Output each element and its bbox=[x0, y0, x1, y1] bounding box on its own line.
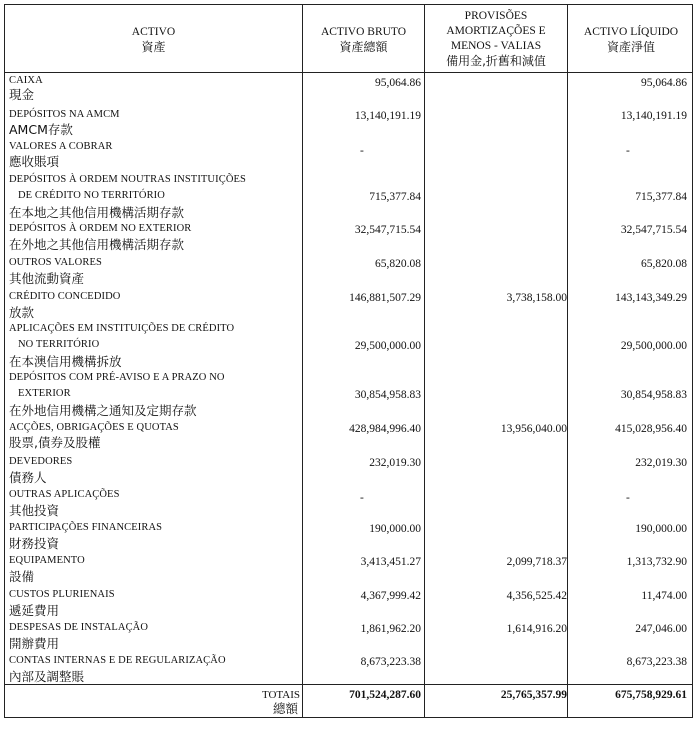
total-bruto: 701,524,287.60 bbox=[349, 689, 421, 701]
row-label-zh: 應收賬項 bbox=[9, 154, 60, 169]
header-provisoes-pt1: PROVISÕES bbox=[464, 10, 528, 22]
value-bruto: 13,140,191.19 bbox=[354, 110, 421, 122]
value-provisoes: 3,738,158.00 bbox=[506, 292, 567, 304]
row-label-zh: 在外地信用機構之通知及定期存款 bbox=[9, 403, 197, 418]
value-liquido: 247,046.00 bbox=[635, 623, 687, 635]
row-label-pt: DEPÓSITOS À ORDEM NO EXTERIOR bbox=[9, 223, 192, 234]
value-liquido: 32,547,715.54 bbox=[620, 224, 687, 236]
value-bruto: 715,377.84 bbox=[369, 191, 421, 203]
value-bruto: 30,854,958.83 bbox=[354, 389, 421, 401]
header-liquido-zh: 資產淨值 bbox=[606, 40, 655, 54]
row-label-pt: OUTRAS APLICAÇÕES bbox=[9, 489, 120, 500]
row-label-zh: 債務人 bbox=[9, 470, 47, 485]
header-activo bbox=[5, 25, 302, 55]
value-bruto: 232,019.30 bbox=[369, 457, 421, 469]
value-provisoes: 2,099,718.37 bbox=[506, 556, 567, 568]
row-label-zh: 其他流動資產 bbox=[9, 271, 85, 286]
row-label-zh: 現金 bbox=[9, 87, 35, 102]
row-label-pt: EQUIPAMENTO bbox=[9, 555, 85, 566]
value-bruto: 32,547,715.54 bbox=[354, 224, 421, 236]
value-liquido: 13,140,191.19 bbox=[620, 110, 687, 122]
header-provisoes bbox=[425, 9, 567, 69]
value-bruto: 190,000.00 bbox=[369, 523, 421, 535]
value-liquido: 1,313,732.90 bbox=[626, 556, 687, 568]
value-bruto: 1,861,962.20 bbox=[360, 623, 421, 635]
total-liquido: 675,758,929.61 bbox=[615, 689, 687, 701]
header-activo-pt: ACTIVO bbox=[131, 26, 176, 38]
header-bruto bbox=[303, 25, 424, 55]
row-label-pt: DEPÓSITOS COM PRÉ-AVISO E A PRAZO NO bbox=[9, 372, 225, 383]
column-divider bbox=[567, 5, 568, 717]
row-label-pt-cont: EXTERIOR bbox=[18, 388, 71, 399]
value-liquido: 143,143,349.29 bbox=[615, 292, 687, 304]
value-provisoes: 4,356,525.42 bbox=[506, 590, 567, 602]
value-liquido: 65,820.08 bbox=[641, 258, 687, 270]
row-label-zh: 在本地之其他信用機構活期存款 bbox=[9, 205, 185, 220]
column-divider bbox=[424, 5, 425, 717]
value-liquido: 715,377.84 bbox=[635, 191, 687, 203]
balance-sheet-table bbox=[4, 4, 693, 718]
row-label-pt: CAIXA bbox=[9, 75, 43, 86]
value-bruto: - bbox=[360, 145, 364, 157]
row-label-zh: AMCM存款 bbox=[9, 122, 73, 137]
header-liquido-pt: ACTIVO LÍQUIDO bbox=[583, 26, 679, 38]
row-label-zh: 內部及調整賬 bbox=[9, 669, 85, 684]
row-label-pt: APLICAÇÕES EM INSTITUIÇÕES DE CRÉDITO bbox=[9, 323, 235, 334]
totals-label-zh: 總額 bbox=[272, 701, 298, 716]
header-provisoes-zh: 備用金,折舊和減值 bbox=[446, 54, 546, 68]
row-label-zh: 其他投資 bbox=[9, 503, 60, 518]
totals-divider bbox=[5, 684, 692, 685]
header-activo-zh: 資產 bbox=[141, 40, 166, 54]
value-provisoes: 13,956,040.00 bbox=[500, 423, 567, 435]
row-label-pt: CRÉDITO CONCEDIDO bbox=[9, 291, 121, 302]
value-bruto: 4,367,999.42 bbox=[360, 590, 421, 602]
value-liquido: 232,019.30 bbox=[635, 457, 687, 469]
row-label-pt-cont: DE CRÉDITO NO TERRITÓRIO bbox=[18, 190, 165, 201]
column-divider bbox=[302, 5, 303, 717]
value-bruto: - bbox=[360, 492, 364, 504]
row-label-pt: CONTAS INTERNAS E DE REGULARIZAÇÃO bbox=[9, 655, 226, 666]
row-label-zh: 股票,債券及股權 bbox=[9, 435, 101, 450]
row-label-pt: VALORES A COBRAR bbox=[9, 141, 113, 152]
row-label-pt: OUTROS VALORES bbox=[9, 257, 102, 268]
value-bruto: 428,984,996.40 bbox=[349, 423, 421, 435]
value-bruto: 95,064.86 bbox=[375, 77, 421, 89]
value-bruto: 8,673,223.38 bbox=[360, 656, 421, 668]
header-liquido bbox=[568, 25, 694, 55]
value-liquido: 95,064.86 bbox=[641, 77, 687, 89]
value-liquido: 30,854,958.83 bbox=[620, 389, 687, 401]
row-label-zh: 放款 bbox=[9, 305, 35, 320]
row-label-pt: DEVEDORES bbox=[9, 456, 73, 467]
row-label-zh: 在本澳信用機構拆放 bbox=[9, 354, 122, 369]
header-bruto-pt: ACTIVO BRUTO bbox=[320, 26, 407, 38]
value-bruto: 3,413,451.27 bbox=[360, 556, 421, 568]
value-bruto: 65,820.08 bbox=[375, 258, 421, 270]
row-label-pt: DEPÓSITOS À ORDEM NOUTRAS INSTITUIÇÕES bbox=[9, 174, 246, 185]
header-provisoes-pt3: MENOS - VALIAS bbox=[450, 40, 542, 52]
value-liquido: - bbox=[626, 145, 630, 157]
row-label-zh: 遞延費用 bbox=[9, 603, 60, 618]
totals-label-pt: TOTAIS bbox=[261, 689, 300, 701]
value-liquido: 8,673,223.38 bbox=[626, 656, 687, 668]
row-label-pt: CUSTOS PLURIENAIS bbox=[9, 589, 115, 600]
header-divider bbox=[5, 72, 692, 73]
value-liquido: 415,028,956.40 bbox=[615, 423, 687, 435]
row-label-zh: 設備 bbox=[9, 569, 35, 584]
row-label-zh: 在外地之其他信用機構活期存款 bbox=[9, 237, 185, 252]
value-liquido: 190,000.00 bbox=[635, 523, 687, 535]
row-label-pt-cont: NO TERRITÓRIO bbox=[18, 339, 100, 350]
value-liquido: 11,474.00 bbox=[641, 590, 687, 602]
value-provisoes: 1,614,916.20 bbox=[506, 623, 567, 635]
row-label-pt: PARTICIPAÇÕES FINANCEIRAS bbox=[9, 522, 163, 533]
row-label-zh: 財務投資 bbox=[9, 536, 60, 551]
row-label-pt: DEPÓSITOS NA AMCM bbox=[9, 109, 120, 120]
value-bruto: 29,500,000.00 bbox=[354, 340, 421, 352]
header-provisoes-pt2: AMORTIZAÇÕES E bbox=[446, 25, 546, 37]
row-label-pt: ACÇÕES, OBRIGAÇÕES E QUOTAS bbox=[9, 422, 179, 433]
row-label-pt: DESPESAS DE INSTALAÇÃO bbox=[9, 622, 149, 633]
value-liquido: - bbox=[626, 492, 630, 504]
value-liquido: 29,500,000.00 bbox=[620, 340, 687, 352]
header-bruto-zh: 資產總額 bbox=[339, 40, 388, 54]
value-bruto: 146,881,507.29 bbox=[349, 292, 421, 304]
row-label-zh: 開辦費用 bbox=[9, 636, 60, 651]
total-provisoes: 25,765,357.99 bbox=[500, 689, 567, 701]
